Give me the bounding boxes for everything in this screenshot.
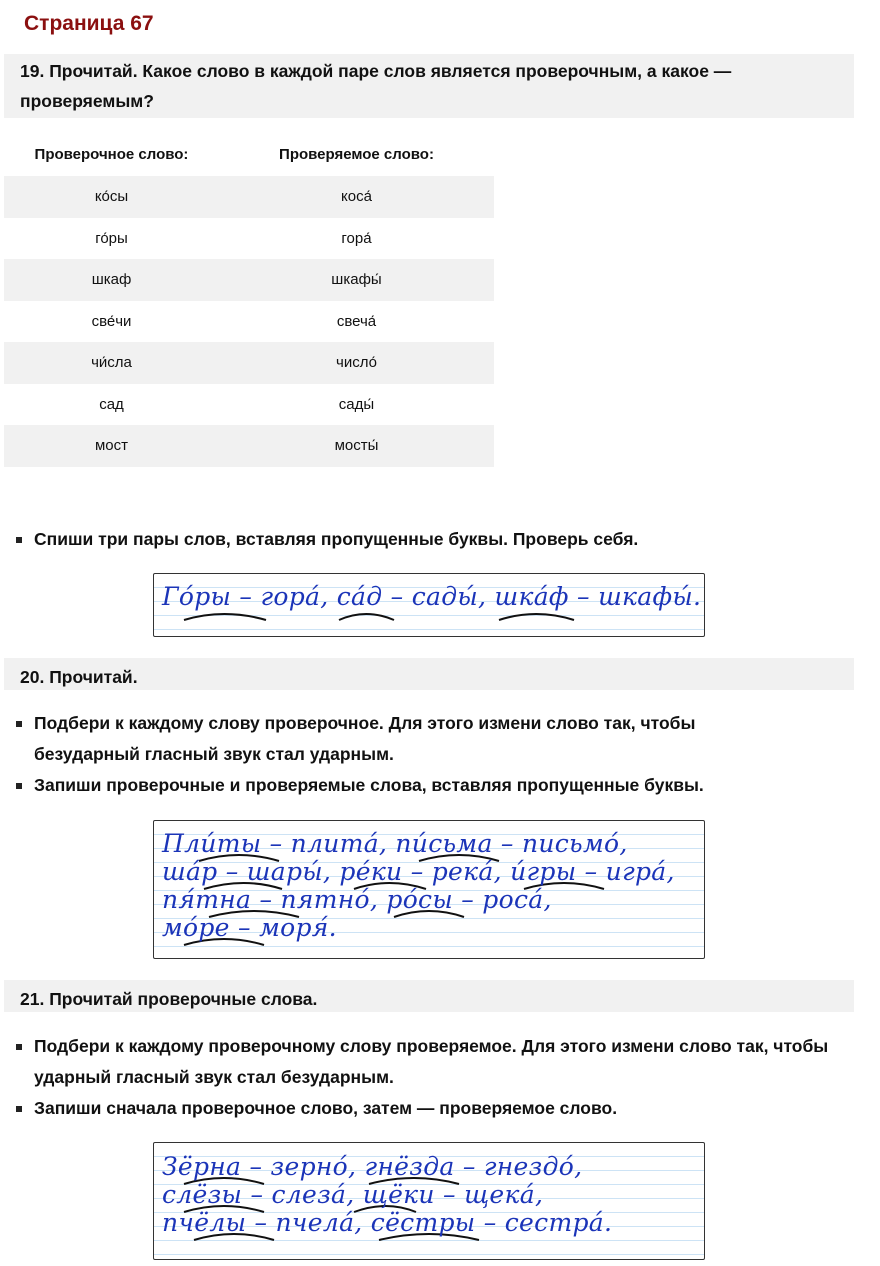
- check-word-cell: чи́сла: [4, 342, 219, 384]
- instruction-item: Спиши три пары слов, вставляя пропущенные буквы. Проверь себя.: [16, 524, 816, 555]
- checked-word-cell: гора́: [341, 229, 372, 247]
- handwriting-line: Пли́ты – плита́, пи́сьма – письмо́,: [162, 829, 628, 858]
- handwritten-answer-21: [153, 1142, 705, 1260]
- handwriting-line: пя́тна – пятно́, ро́сы – роса́,: [162, 885, 552, 914]
- table-row: [4, 425, 494, 467]
- table-row: [4, 218, 494, 260]
- check-word-cell: ко́сы: [4, 176, 219, 218]
- table-row: [4, 301, 494, 343]
- words-table: [4, 138, 494, 467]
- check-word-cell: мост: [4, 425, 219, 467]
- instruction-item: Подбери к каждому слову проверочное. Для этого измени слово так, чтобы безударный гласный звук стал ударным.: [16, 708, 806, 770]
- checked-word-cell: число́: [219, 342, 494, 384]
- check-word-cell: го́ры: [95, 229, 128, 247]
- handwriting-line: слёзы – слеза́, щёки – щека́,: [162, 1180, 544, 1209]
- table-row: [4, 259, 494, 301]
- handwriting-line: Го́ры – гора́, са́д – сады́, шка́ф – шкафы́.: [162, 582, 702, 611]
- check-word-cell: све́чи: [91, 312, 132, 330]
- handwriting-line: ша́р – шары́, ре́ки – река́, и́гры – игра́,: [162, 857, 675, 886]
- task-20-instructions: [16, 708, 806, 801]
- table-row: [4, 342, 494, 384]
- task-19-instructions: [16, 524, 816, 555]
- checked-word-cell: коса́: [219, 176, 494, 218]
- task-21-instructions: [16, 1031, 856, 1124]
- check-word-cell: сад: [99, 395, 124, 413]
- handwriting-line: мо́ре – моря́.: [162, 913, 337, 942]
- task-20-heading: 20. Прочитай.: [4, 658, 854, 690]
- col-header-checked-word: Проверяемое слово:: [279, 146, 434, 163]
- col-header-check-word: Проверочное слово:: [34, 146, 189, 163]
- task-19-heading: 19. Прочитай. Какое слово в каждой паре слов является проверочным, а какое — проверяемым?: [4, 54, 854, 118]
- handwritten-answer-20: [153, 820, 705, 959]
- handwriting-line: пчёлы – пчела́, сёстры – сестра́.: [162, 1208, 613, 1237]
- checked-word-cell: шкафы́: [219, 259, 494, 301]
- page-title: Страница 67: [24, 12, 154, 35]
- handwriting-line: Зёрна – зерно́, гнёзда – гнездо́,: [162, 1152, 583, 1181]
- checked-word-cell: свеча́: [336, 312, 377, 330]
- checked-word-cell: сады́: [338, 395, 375, 413]
- checked-word-cell: мосты́: [219, 425, 494, 467]
- instruction-item: Запиши сначала проверочное слово, затем — проверяемое слово.: [16, 1093, 856, 1124]
- instruction-item: Подбери к каждому проверочному слову проверяемое. Для этого измени слово так, чтобы ударный гласный звук стал безударным.: [16, 1031, 856, 1093]
- table-row: [4, 384, 494, 426]
- instruction-item: Запиши проверочные и проверяемые слова, вставляя пропущенные буквы.: [16, 770, 806, 801]
- handwritten-answer-19: [153, 573, 705, 637]
- task-21-heading: 21. Прочитай проверочные слова.: [4, 980, 854, 1012]
- check-word-cell: шкаф: [4, 259, 219, 301]
- table-row: [4, 176, 494, 218]
